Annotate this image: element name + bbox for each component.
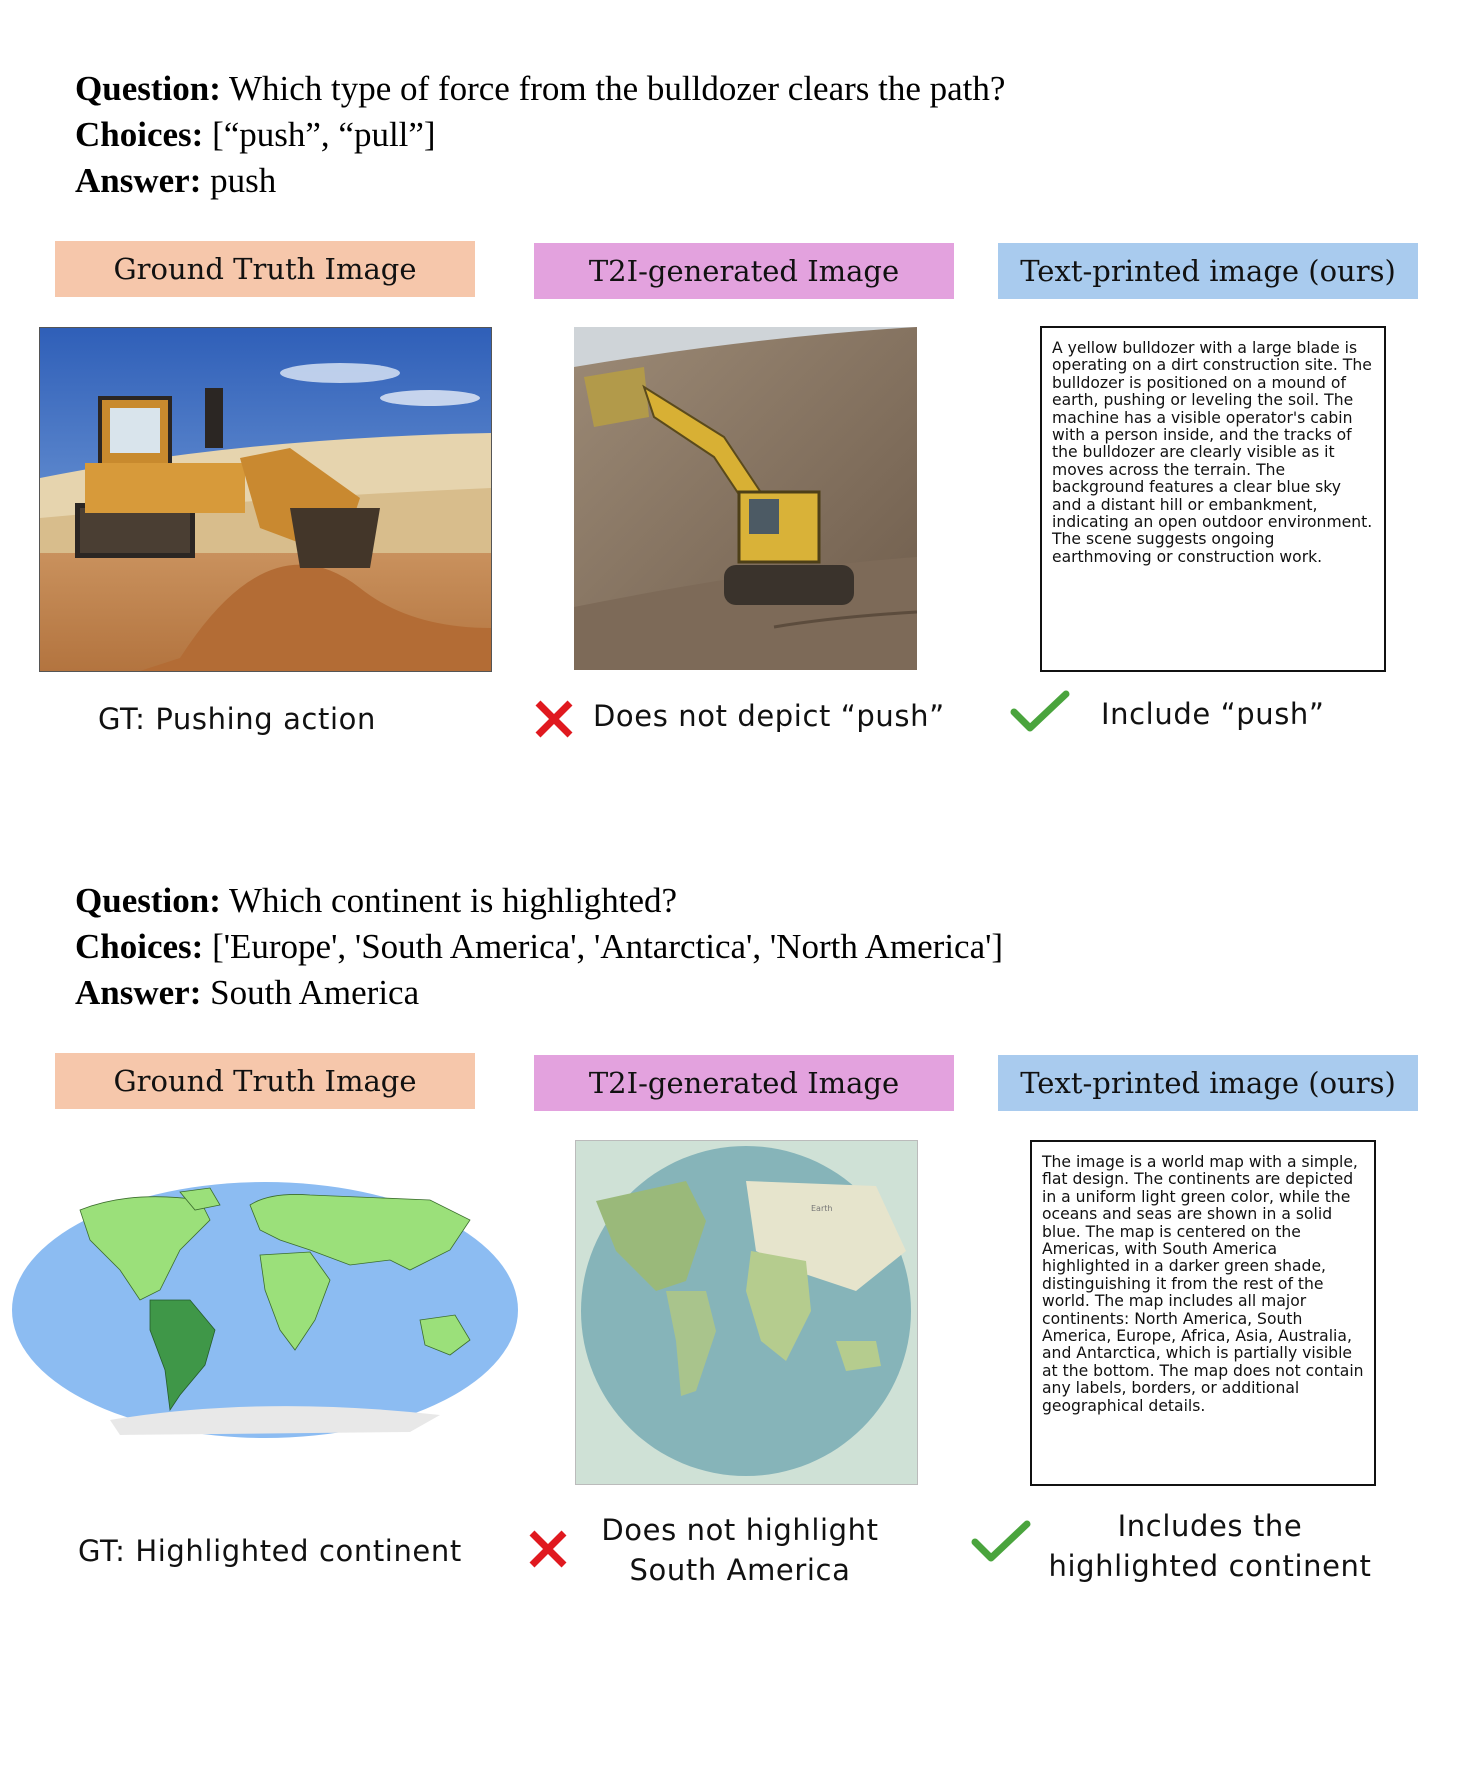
ours-caption-2-line1: Includes the [1117, 1509, 1303, 1543]
t2i-caption-2-line1: Does not highlight [601, 1513, 879, 1547]
header-ground-truth: Ground Truth Image [55, 1053, 475, 1109]
header-text-printed: Text-printed image (ours) [998, 1055, 1418, 1111]
t2i-caption-1: Does not depict “push” [593, 699, 945, 733]
t2i-map-label: Earth [811, 1204, 833, 1213]
cross-icon [527, 1528, 569, 1570]
question-line: Question: Which continent is highlighted? [75, 881, 678, 920]
t2i-caption-2 [580, 1510, 900, 1590]
check-icon [1010, 690, 1070, 734]
answer-line: Answer: South America [75, 973, 420, 1012]
ground-truth-bulldozer-image [39, 327, 492, 672]
header-t2i-generated: T2I-generated Image [534, 1055, 954, 1111]
check-icon [971, 1520, 1031, 1564]
ground-truth-world-map-image [10, 1180, 520, 1440]
t2i-generated-map-image [575, 1140, 918, 1485]
header-ground-truth: Ground Truth Image [55, 241, 475, 297]
text-printed-box-2: The image is a world map with a simple, flat design. The continents are depicted in a uniform light green color, while the oceans and seas are shown in a solid blue. The map is centered on the Americas, with South America highlighted in a darker green shade, distinguishing it from the rest of the world. The map includes all major continents: North America, South America, Europe, Africa, Asia, Australia, and Antarctica, which is partially visible at the bottom. The map does not contain any labels, borders, or additional geographical details. [1030, 1140, 1376, 1486]
question-line: Question: Which type of force from the bulldozer clears the path? [75, 69, 1006, 108]
header-text-printed: Text-printed image (ours) [998, 243, 1418, 299]
qa-block-1 [75, 66, 1005, 204]
cross-icon [533, 698, 575, 740]
answer-line: Answer: push [75, 161, 277, 200]
ours-caption-1: Include “push” [1101, 697, 1325, 731]
gt-caption-1: GT: Pushing action [98, 702, 376, 736]
choices-line: Choices: ['Europe', 'South America', 'Antarctica', 'North America'] [75, 927, 1004, 966]
ours-caption-2-line2: highlighted continent [1048, 1549, 1372, 1583]
ours-caption-2 [1040, 1506, 1380, 1586]
gt-caption-2: GT: Highlighted continent [78, 1534, 462, 1568]
t2i-caption-2-line2: South America [629, 1553, 851, 1587]
t2i-generated-excavator-image [574, 327, 917, 670]
choices-line: Choices: [“push”, “pull”] [75, 115, 436, 154]
text-printed-box-1: A yellow bulldozer with a large blade is operating on a dirt construction site. The bulldozer is positioned on a mound of earth, pushing or leveling the soil. The machine has a visible operator's cabin with a person inside, and the tracks of the bulldozer are clearly visible as it moves across the terrain. The background features a clear blue sky and a distant hill or embankment, indicating an open outdoor environment. The scene suggests ongoing earthmoving or construction work. [1040, 326, 1386, 672]
qa-block-2 [75, 878, 1003, 1016]
header-t2i-generated: T2I-generated Image [534, 243, 954, 299]
